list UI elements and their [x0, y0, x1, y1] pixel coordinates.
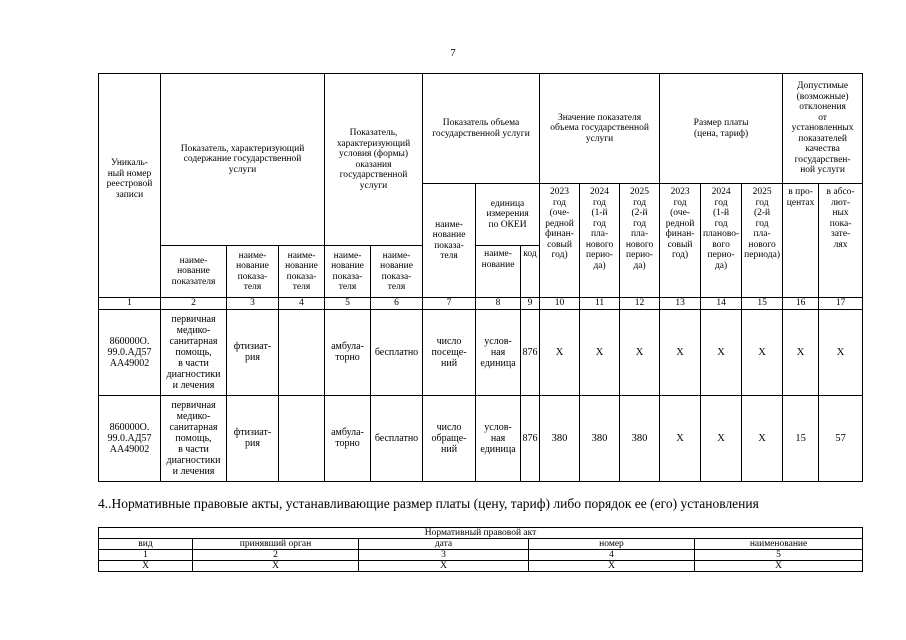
header-sub-name-5: наиме- нование показа- теля: [371, 246, 423, 298]
acts-col-date: дата: [359, 539, 529, 550]
legal-acts-table: [98, 527, 863, 572]
header-value-2024: 2024 год (1-й год пла- нового перио- да): [580, 184, 620, 298]
header-deviation-group: Допустимые (возможные) отклонения от установленных показателей качества государствен- ной услуги: [783, 74, 863, 184]
cell-content: первичная медико- санитарная помощь, в части диагностики и лечения: [161, 309, 227, 395]
acts-col-num: 5: [695, 550, 863, 561]
col-number: 3: [227, 298, 279, 310]
header-in-absolute: в абсо- лют- ных пока- зате- лях: [819, 184, 863, 298]
header-unit-name: наиме- нование: [476, 246, 521, 298]
cell-fee-2023: X: [660, 395, 701, 481]
header-fee-2025: 2025 год (2-й год пла- нового периода): [742, 184, 783, 298]
acts-cell: X: [529, 561, 695, 572]
column-numbers-row: [99, 298, 863, 310]
cell-payment: бесплатно: [371, 309, 423, 395]
acts-col-num: 4: [529, 550, 695, 561]
header-volume-group: Показатель объема государственной услуги: [423, 74, 540, 184]
acts-cell: X: [193, 561, 359, 572]
cell-volume-name: число обраще- ний: [423, 395, 476, 481]
cell-dev-percent: 15: [783, 395, 819, 481]
table-row: [99, 309, 863, 395]
cell-dev-absolute: 57: [819, 395, 863, 481]
cell-fee-2025: X: [742, 309, 783, 395]
cell-dev-percent: X: [783, 309, 819, 395]
col-number: 7: [423, 298, 476, 310]
header-value-2023: 2023 год (оче- редной финан- совый год): [540, 184, 580, 298]
header-value-group: Значение показателя объема государственной услуги: [540, 74, 660, 184]
cell-fee-2024: X: [701, 309, 742, 395]
header-sub-name-1: наиме- нование показателя: [161, 246, 227, 298]
cell-payment: бесплатно: [371, 395, 423, 481]
header-unit-code: код: [521, 246, 540, 298]
acts-cell: X: [359, 561, 529, 572]
cell-unit-code: 876: [521, 309, 540, 395]
cell-fee-2025: X: [742, 395, 783, 481]
header-sub-name-2: наиме- нование показа- теля: [227, 246, 279, 298]
col-number: 11: [580, 298, 620, 310]
col-number: 5: [325, 298, 371, 310]
acts-col-kind: вид: [99, 539, 193, 550]
col-number: 14: [701, 298, 742, 310]
header-in-percent: в про- центах: [783, 184, 819, 298]
header-conditions-group: Показатель, характеризующий условия (формы) оказания государственной услуги: [325, 74, 423, 246]
header-fee-2024: 2024 год (1-й год планово- вого перио- да): [701, 184, 742, 298]
cell-unit-name: услов- ная единица: [476, 309, 521, 395]
acts-cell: X: [99, 561, 193, 572]
header-content-group: Показатель, характеризующий содержание государственной услуги: [161, 74, 325, 246]
header-sub-name-4: наиме- нование показа- теля: [325, 246, 371, 298]
cell-specialty: фтизиат- рия: [227, 309, 279, 395]
cell-volume-name: число посеще- ний: [423, 309, 476, 395]
cell-value-2024: X: [580, 309, 620, 395]
col-number: 2: [161, 298, 227, 310]
acts-col-num: 3: [359, 550, 529, 561]
cell-reg-number: 860000О. 99.0.АД57 АА49002: [99, 395, 161, 481]
cell-value-2025: 380: [620, 395, 660, 481]
header-volume-name: наиме- нование показа- теля: [423, 184, 476, 298]
acts-col-num: 2: [193, 550, 359, 561]
cell-unit-code: 876: [521, 395, 540, 481]
col-number: 15: [742, 298, 783, 310]
col-number: 9: [521, 298, 540, 310]
col-number: 8: [476, 298, 521, 310]
cell-form: амбула- торно: [325, 395, 371, 481]
cell-unit-name: услов- ная единица: [476, 395, 521, 481]
col-number: 13: [660, 298, 701, 310]
header-unit-okei: единица измерения по ОКЕИ: [476, 184, 540, 246]
acts-col-authority: принявший орган: [193, 539, 359, 550]
cell-value-2023: 380: [540, 395, 580, 481]
col-number: 1: [99, 298, 161, 310]
cell-empty: [279, 395, 325, 481]
col-number: 16: [783, 298, 819, 310]
col-number: 6: [371, 298, 423, 310]
header-fee-group: Размер платы (цена, тариф): [660, 74, 783, 184]
header-value-2025: 2025 год (2-й год пла- нового перио- да): [620, 184, 660, 298]
acts-header: Нормативный правовой акт: [99, 528, 863, 539]
cell-form: амбула- торно: [325, 309, 371, 395]
header-fee-2023: 2023 год (оче- редной финан- совый год): [660, 184, 701, 298]
header-sub-name-3: наиме- нование показа- теля: [279, 246, 325, 298]
cell-empty: [279, 309, 325, 395]
col-number: 12: [620, 298, 660, 310]
cell-dev-absolute: X: [819, 309, 863, 395]
cell-fee-2024: X: [701, 395, 742, 481]
acts-cell: X: [695, 561, 863, 572]
col-number: 10: [540, 298, 580, 310]
col-number: 4: [279, 298, 325, 310]
acts-col-title: наименование: [695, 539, 863, 550]
cell-fee-2023: X: [660, 309, 701, 395]
section-4-title: 4..Нормативные правовые акты, устанавливающие размер платы (цену, тариф) либо порядок ее (его) установления: [98, 496, 759, 511]
cell-value-2025: X: [620, 309, 660, 395]
cell-value-2023: X: [540, 309, 580, 395]
service-volume-table: [98, 73, 863, 482]
col-number: 17: [819, 298, 863, 310]
table-row: [99, 395, 863, 481]
cell-content: первичная медико- санитарная помощь, в части диагностики и лечения: [161, 395, 227, 481]
page-number: 7: [450, 47, 456, 59]
cell-value-2024: 380: [580, 395, 620, 481]
acts-col-num: 1: [99, 550, 193, 561]
header-reg-number: Уникаль- ный номер реестровой записи: [99, 74, 161, 298]
table-row: [99, 561, 863, 572]
cell-reg-number: 860000О. 99.0.АД57 АА49002: [99, 309, 161, 395]
acts-col-number: номер: [529, 539, 695, 550]
cell-specialty: фтизиат- рия: [227, 395, 279, 481]
